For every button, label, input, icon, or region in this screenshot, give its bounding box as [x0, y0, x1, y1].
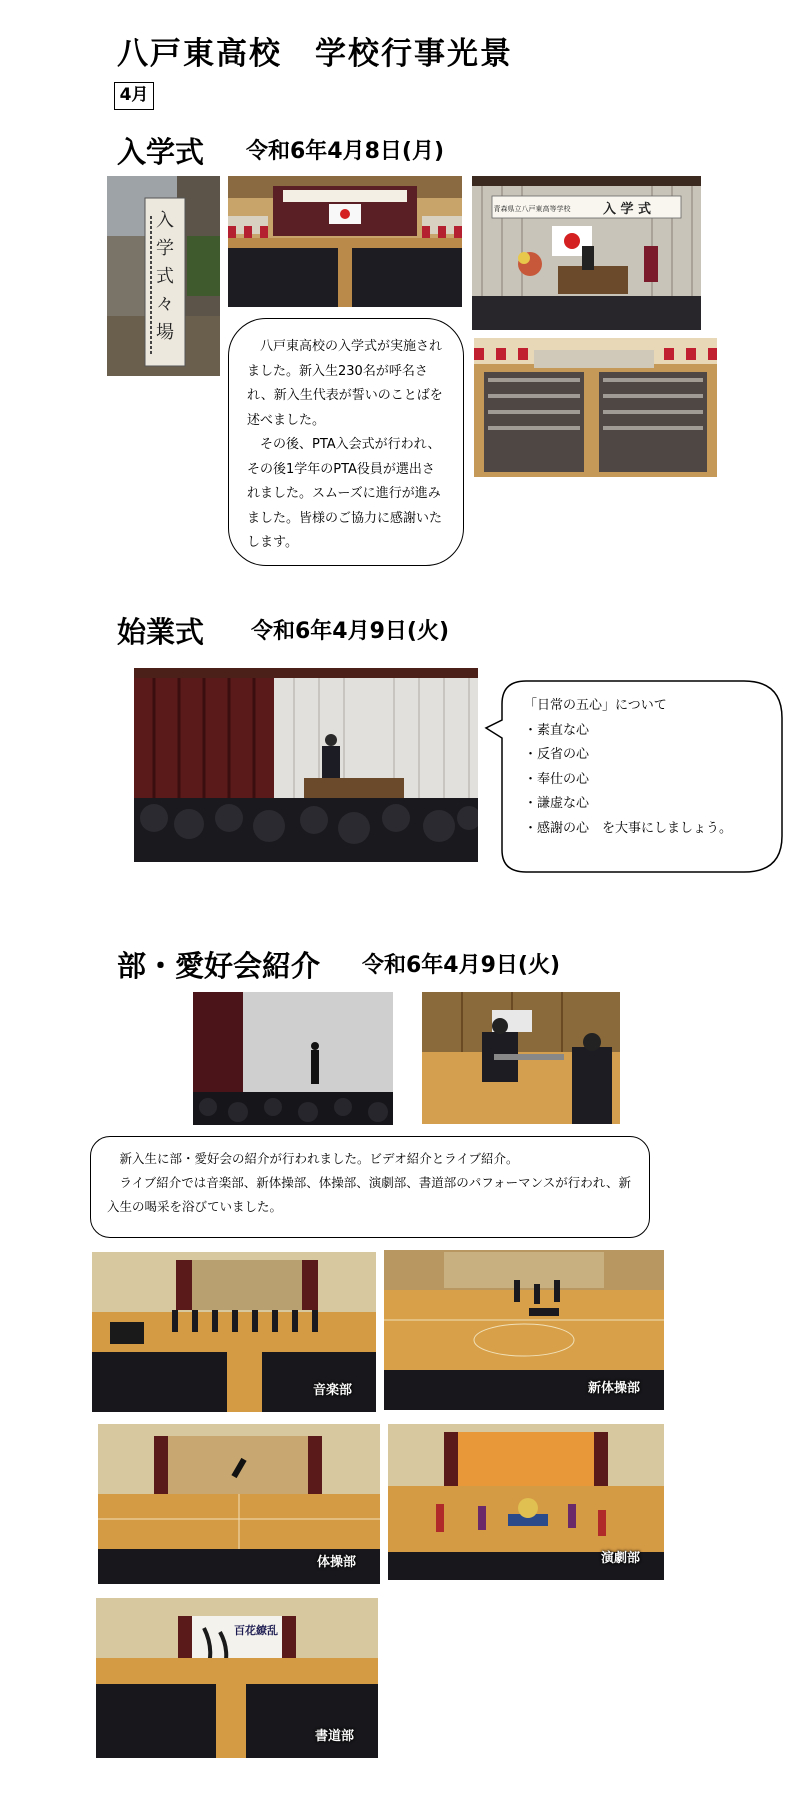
- photo-ceremony-banner: [472, 176, 701, 330]
- speech-bubble-bukatsu: [90, 1136, 650, 1238]
- gokokoro-item: ・素直な心: [524, 722, 590, 738]
- photo-label: 書道部: [314, 1729, 354, 1744]
- photo-rhythmic-gymnastics-club: [384, 1250, 664, 1410]
- photo-label: 新体操部: [587, 1381, 640, 1396]
- section-heading-bukatsu: 部・愛好会紹介: [117, 949, 321, 983]
- photo-label: 体操部: [316, 1555, 356, 1570]
- photo-label: 演劇部: [600, 1551, 640, 1566]
- nyugakushiki-text: 八戸東高校の入学式が実施されました。新入生230名が呼名され、新入生代表が誓いのことばを述べました。 その後、PTA入会式が行われ、その後1学年のPTA役員が選出されました。スムーズに進行が進みました。皆様のご協力に感謝いたします。: [247, 339, 443, 550]
- photo-audience-view: [474, 338, 717, 477]
- photo-music-club: [92, 1252, 376, 1412]
- speech-bubble-nyugakushiki: [228, 318, 464, 566]
- gokokoro-item: ・謙虚な心: [524, 796, 590, 811]
- photo-entrance-sign: [107, 176, 220, 376]
- photo-calligraphy-club: [96, 1598, 378, 1758]
- photo-opening-ceremony: [134, 668, 478, 862]
- section-heading-nyugakushiki: 入学式: [117, 135, 205, 169]
- svg-text:々: 々: [156, 294, 174, 315]
- bukatsu-text: 新入生に部・愛好会の紹介が行われました。ビデオ紹介とライブ紹介。 ライブ紹介では音楽部、新体操部、体操部、演劇部、書道部のパフォーマンスが行われ、新入生の喝采を浴びていました。: [107, 1151, 632, 1214]
- photo-projector: [422, 992, 620, 1124]
- section-date-shigyoshiki: 令和6年4月9日(火): [251, 619, 450, 644]
- calligraphy-banner-text: 百花繚乱: [234, 1624, 278, 1637]
- banner-school-text: 青森県立八戸東高等学校: [493, 205, 571, 213]
- month-badge: 4月: [114, 82, 154, 110]
- page-title: 八戸東高校 学校行事光景: [117, 36, 513, 72]
- photo-video-intro: [193, 992, 393, 1125]
- gokokoro-item: ・反省の心: [524, 747, 590, 762]
- banner-title-text: 入 学 式: [602, 202, 652, 217]
- section-date-bukatsu: 令和6年4月9日(火): [362, 953, 561, 978]
- svg-text:式: 式: [156, 266, 174, 287]
- svg-text:学: 学: [156, 238, 174, 259]
- svg-text:場: 場: [156, 322, 174, 343]
- gokokoro-item: ・感謝の心 を大事にしましょう。: [524, 820, 733, 836]
- photo-label: 音楽部: [312, 1383, 352, 1398]
- svg-text:入: 入: [156, 210, 174, 231]
- gokokoro-item: ・奉仕の心: [524, 771, 590, 787]
- speech-bubble-shigyoshiki: [484, 680, 784, 874]
- section-heading-shigyoshiki: 始業式: [117, 615, 205, 649]
- section-date-nyugakushiki: 令和6年4月8日(月): [246, 139, 445, 164]
- photo-gymnastics-club: [98, 1424, 380, 1584]
- photo-drama-club: [388, 1424, 664, 1580]
- photo-ceremony-hall: [228, 176, 462, 307]
- gokokoro-title: 「日常の五心」について: [524, 698, 667, 713]
